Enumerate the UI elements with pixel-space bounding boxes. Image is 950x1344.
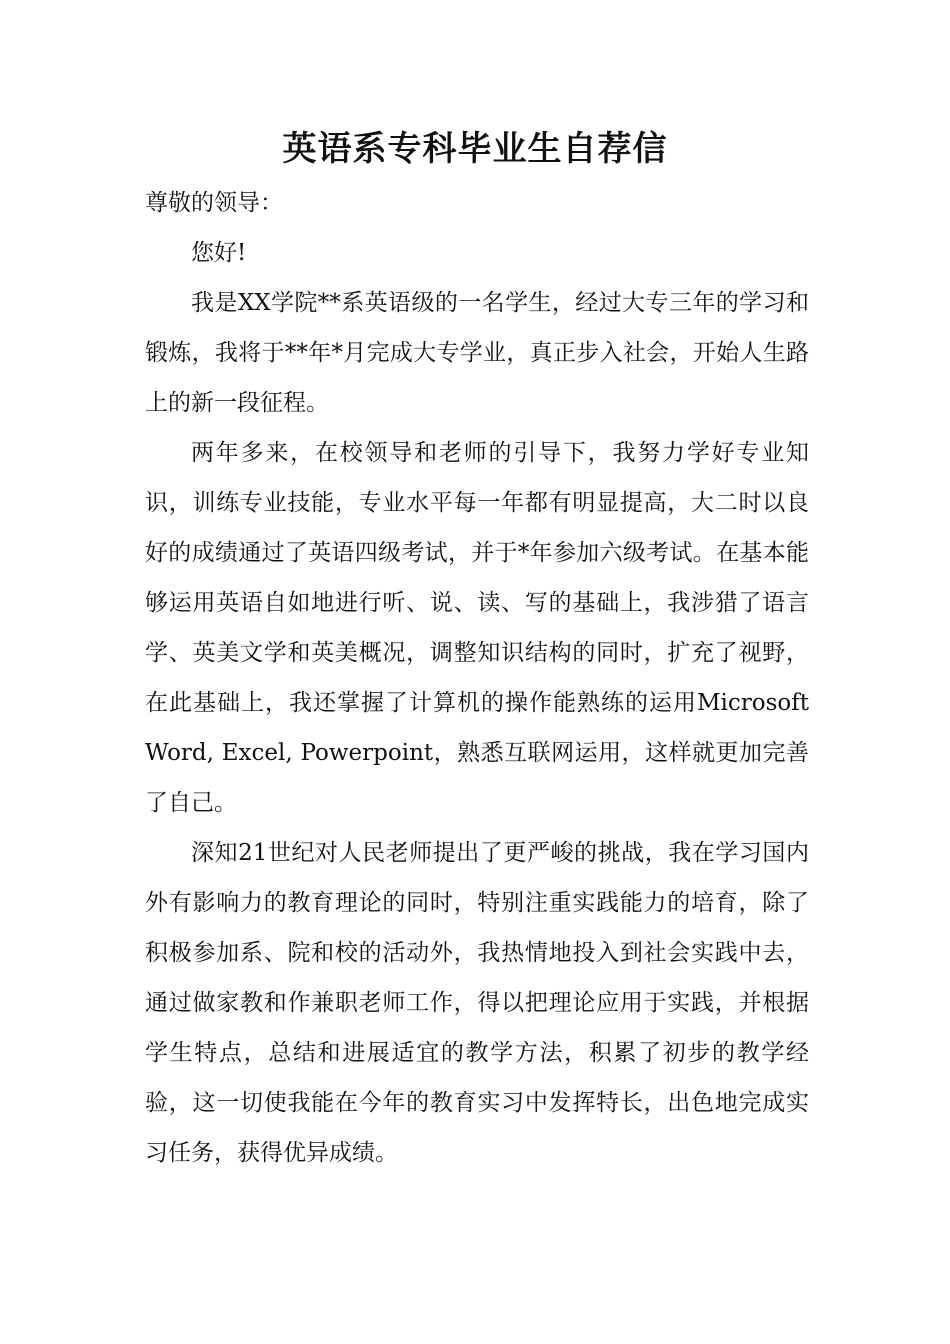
- introduction-paragraph: 我是XX学院**系英语级的一名学生，经过大专三年的学习和锻炼，我将于**年*月完成大专学业，真正步入社会，开始人生路上的新一段征程。: [145, 290, 809, 416]
- study-paragraph: 两年多来，在校领导和老师的引导下，我努力学好专业知识，训练专业技能，专业水平每一年都有明显提高，大二时以良好的成绩通过了英语四级考试，并于*年参加六级考试。在基本能够运用英语自如地进行听、说、读、写的基础上，我涉猎了语言学、英美文学和英美概况，调整知识结构的同时，扩充了视野，在此基础上，我还掌握了计算机的操作能熟练的运用Microsoft Word, Excel, Powerpoint，熟悉互联网运用，这样就更加完善了自己。: [145, 440, 809, 816]
- salutation: 尊敬的领导：: [145, 190, 283, 216]
- practice-paragraph: 深知21世纪对人民老师提出了更严峻的挑战，我在学习国内外有影响力的教育理论的同时，特别注重实践能力的培育，除了积极参加系、院和校的活动外，我热情地投入到社会实践中去，通过做家教和作兼职老师工作，得以把理论应用于实践，并根据学生特点，总结和进展适宜的教学方法，积累了初步的教学经验，这一切使我能在今年的教育实习中发挥特长，出色地完成实习任务，获得优异成绩。: [145, 840, 809, 1166]
- document-title: 英语系专科毕业生自荐信: [282, 129, 668, 169]
- letter-body: [145, 178, 809, 1178]
- greeting-paragraph: 您好!: [191, 240, 247, 266]
